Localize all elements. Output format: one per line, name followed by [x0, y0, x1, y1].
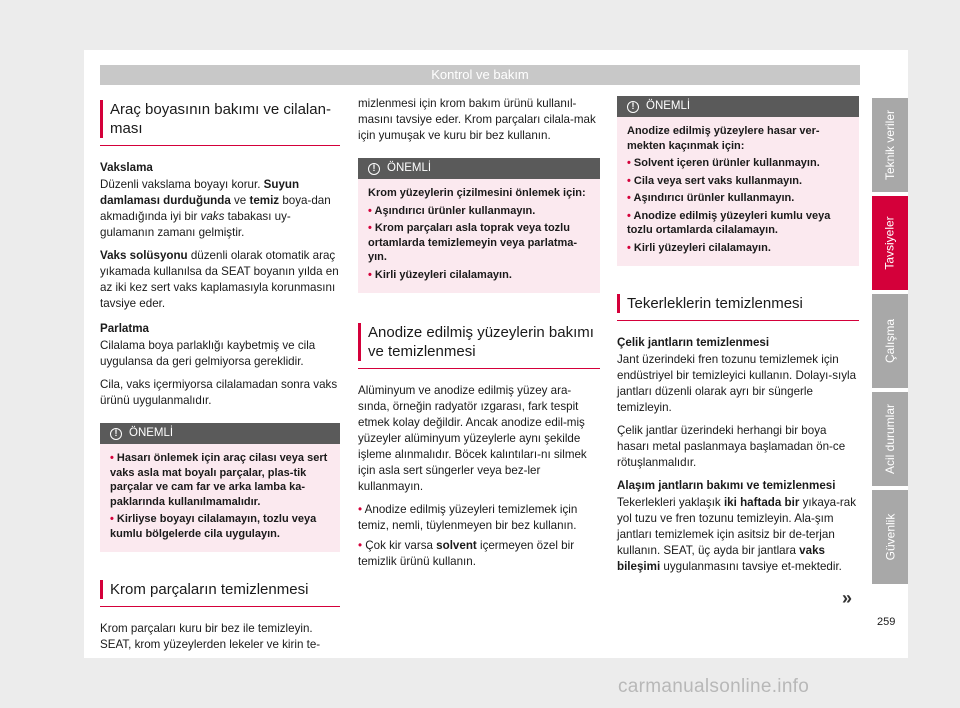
warning-header	[617, 96, 859, 117]
watermark: carmanualsonline.info	[618, 676, 810, 697]
warning-header	[100, 423, 340, 444]
warning-item: • Aşındırıcı ürünler kullanmayın.	[368, 204, 536, 217]
warning-item: • Krom parçaları asla toprak veya tozlu ortamlarda temizlemeyin veya parlatma-yın.	[368, 222, 578, 263]
bullet-list	[358, 502, 600, 570]
warning-body	[617, 117, 859, 266]
tab-acil-durumlar[interactable]: Acil durumlar	[872, 392, 908, 486]
tab-teknik-veriler[interactable]: Teknik veriler	[872, 98, 908, 192]
paragraph: Cila, vaks içermiyorsa cilalamadan sonra vaks ürünü uygulanmalıdır.	[100, 378, 338, 407]
tab-guvenlik[interactable]: Güvenlik	[872, 490, 908, 584]
section-title-wheels: Tekerleklerin temizlenmesi	[617, 292, 859, 321]
warning-label: ÖNEMLİ	[387, 162, 432, 174]
warning-item: • Kirli yüzeyleri cilalamayın.	[627, 241, 771, 254]
warning-item: • Anodize edilmiş yüzeyleri kumlu veya tozlu ortamlarda cilalamayın.	[627, 209, 831, 236]
paragraph: mizlenmesi için krom bakım ürünü kullanıl-masını tavsiye eder. Krom parçaları cilala-mak için yumuşak ve kuru bir bez kullanın.	[358, 97, 596, 142]
tab-calisma[interactable]: Çalışma	[872, 294, 908, 388]
warning-box	[617, 96, 859, 266]
warning-box	[358, 158, 600, 293]
continue-mark: »	[842, 588, 853, 608]
paragraph: Jant üzerindeki fren tozunu temizlemek için endüstriyel bir temizleyici kullanın. Dolayı-sıyla jantları düzenli olarak ayrı bir süngerle temizleyin.	[617, 353, 857, 414]
paragraph: Cilalama boya parlaklığı kaybetmiş ve cila uygulansa da geri gelmiyorsa gereklidir.	[100, 339, 316, 368]
section-title-chrome: Krom parçaların temizlenmesi	[100, 578, 340, 607]
exclamation-circle-icon: !	[368, 163, 380, 175]
column-1	[100, 98, 340, 660]
page-header: Kontrol ve bakım	[100, 65, 860, 85]
side-tabs	[872, 98, 908, 588]
warning-item: • Solvent içeren ürünler kullanmayın.	[627, 157, 820, 169]
subheading-parlatma: Parlatma	[100, 322, 149, 335]
subheading-alloy-rims: Alaşım jantların bakımı ve temizlenmesi	[617, 479, 836, 492]
subheading-vakslama: Vakslama	[100, 161, 153, 174]
warning-item: • Hasarı önlemek için araç cilası veya sert vaks asla mat boyalı parçalar, plas-tik parçalar ve cam far ve arka lamba ka-paklarında kullanılmamalıdır.	[110, 452, 328, 508]
warning-label: ÖNEMLİ	[646, 100, 691, 112]
warning-item: • Kirliyse boyayı cilalamayın, tozlu veya kumlu bölgelerde cila uygulayın.	[110, 513, 317, 540]
paragraph: Vaks solüsyonu düzenli olarak otomatik araç yıkamada kullanılsa da SEAT boyanın yılda en az iki kez sert vaks kaplamasıyla korunmasını tavsiye eder.	[100, 249, 339, 310]
paragraph: Çelik jantlar üzerindeki herhangi bir boya hasarı metal paslanmaya başlamadan ön-ce rötuşlanmalıdır.	[617, 424, 846, 469]
exclamation-circle-icon: !	[110, 428, 122, 440]
exclamation-circle-icon: !	[627, 101, 639, 113]
warning-item: • Cila veya sert vaks kullanmayın.	[627, 174, 803, 187]
page-number: 259	[877, 616, 896, 628]
list-item: • Anodize edilmiş yüzeyleri temizlemek için temiz, nemli, tüylenmeyen bir bez kullanın.	[358, 503, 578, 532]
warning-header	[358, 158, 600, 179]
paragraph: Krom parçaları kuru bir bez ile temizleyin. SEAT, krom yüzeylerden lekeler ve kirin te-	[100, 622, 321, 651]
paragraph: Alüminyum ve anodize edilmiş yüzey ara-sında, örneğin radyatör ızgarası, fark tespit etmek kolay değildir. Ancak anodize edil-miş yüzeyler alüminyum yüzeylerle aynı şekilde işleme alınmalıdır. Böcek kalıntıları-nı silmek için asla sert süngerler veya bez-ler kullanmayın.	[358, 384, 587, 493]
warning-lead: Anodize edilmiş yüzeylere hasar ver-mekten kaçınmak için:	[627, 125, 820, 152]
column-3	[617, 96, 859, 582]
column-2	[358, 96, 600, 574]
list-item: • Çok kir varsa solvent içermeyen özel bir temizlik ürünü kullanın.	[358, 539, 575, 568]
paragraph: Düzenli vakslama boyayı korur. Suyun damlaması durduğunda ve temiz boya-dan akmadığında iyi bir vaks tabakası uy-gulamanın zamanı gelmiştir.	[100, 178, 331, 239]
warning-item: • Kirli yüzeyleri cilalamayın.	[368, 268, 512, 281]
warning-lead: Krom yüzeylerin çizilmesini önlemek için:	[368, 187, 586, 199]
warning-label: ÖNEMLİ	[129, 427, 174, 439]
subheading-steel-rims: Çelik jantların temizlenmesi	[617, 336, 770, 349]
tab-tavsiyeler[interactable]: Tavsiyeler	[872, 196, 908, 290]
paragraph: Tekerlekleri yaklaşık iki haftada bir yıkaya-rak yol tuzu ve fren tozunu temizleyin. Ala-şım jantları temizlemek için asitsiz bir de-terjan kullanın. SEAT, üç ayda bir jantlara vaks bileşimi uygulanmasını tavsiye et-mektedir.	[617, 496, 857, 573]
section-title-paint-care: Araç boyasının bakımı ve cilalan-ması	[100, 98, 340, 146]
warning-item: • Aşındırıcı ürünler kullanmayın.	[627, 192, 795, 204]
warning-box	[100, 423, 340, 552]
section-title-anodized: Anodize edilmiş yüzeylerin bakımı ve temizlenmesi	[358, 321, 600, 369]
warning-body	[100, 444, 340, 552]
warning-body	[358, 179, 600, 293]
